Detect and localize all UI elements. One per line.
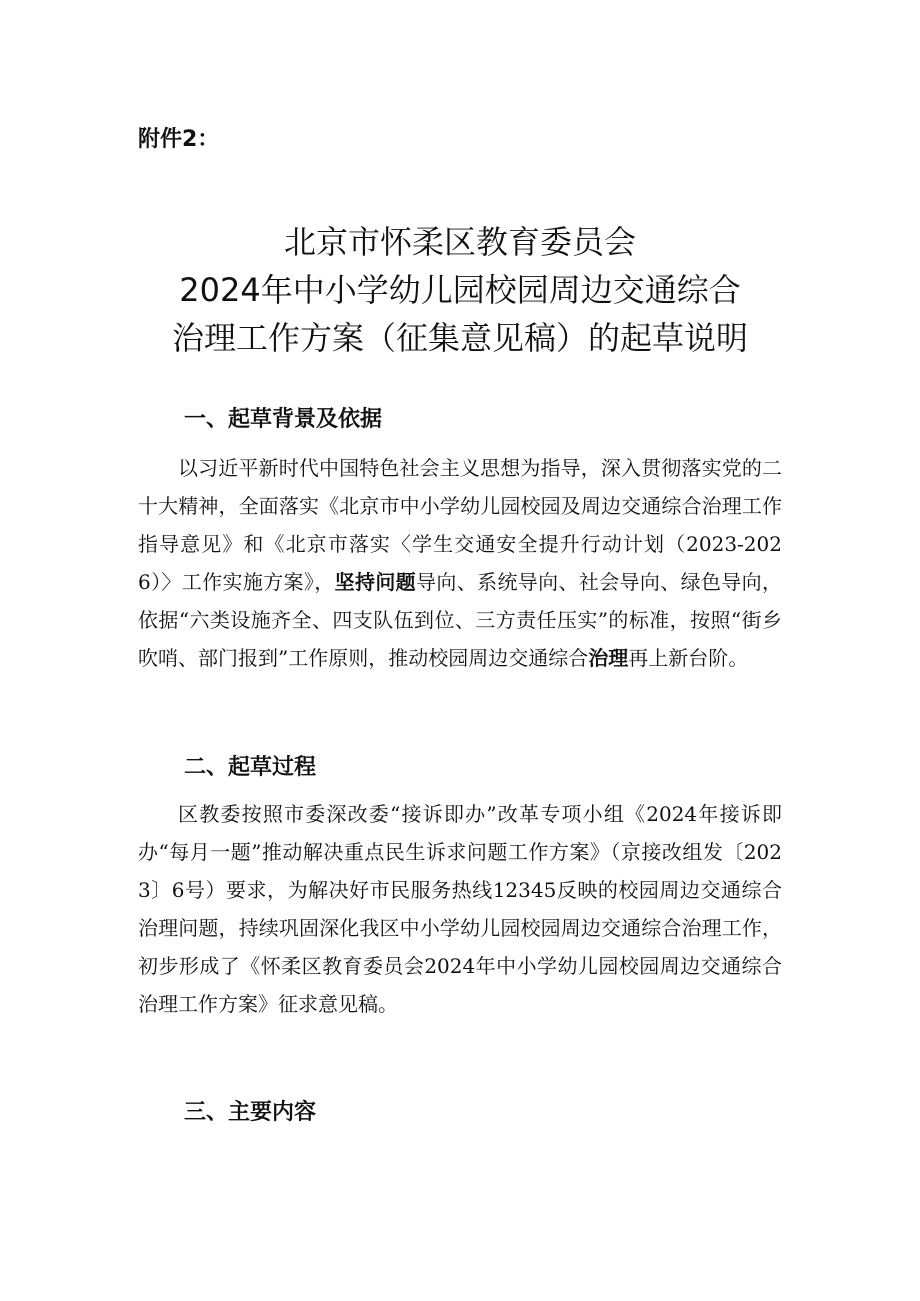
paragraph-text-part-3: 再上新台阶。 [628,646,749,670]
section-paragraph-process: 区教委按照市委深改委“接诉即办”改革专项小组《2024年接诉即办“每月一题”推动解决重点民生诉求问题工作方案》（京接改组发〔2023〕6号）要求，为解决好市民服务热线12345反映的校园周边交通综合治理问题，持续巩固深化我区中小学幼儿园校园周边交通综合治理工作，初步形成了《怀柔区教育委员会2024年中小学幼儿园校园周边交通综合治理工作方案》征求意见稿。 [138,802,782,1016]
paragraph-text-part-2: 导向、系统导向、社会导向、绿色导向，依据“六类设施齐全、四支队伍到位、三方责任压实”的标准，按照“街乡吹哨、部门报到”工作原则，推动校园周边交通综合 [138,570,783,670]
title-line-3: 治理工作方案（征集意见稿）的起草说明 [171,319,748,357]
title-line-1: 北京市怀柔区教育委员会 [283,223,636,261]
section-heading-background: 一、起草背景及依据 [184,407,383,432]
section-paragraph-background [138,449,782,761]
paragraph-bold-text-2: 治理 [588,646,629,670]
section-heading-process: 二、起草过程 [184,755,317,780]
title-line-2: 2024年中小学幼儿园校园周边交通综合 [179,271,741,309]
paragraph-bold-text-1: 坚持问题 [334,570,417,594]
paragraph-text-part-1: 以习近平新时代中国特色社会主义思想为指导，深入贯彻落实党的二十大精神，全面落实《北京市中小学幼儿园校园及周边交通综合治理工作指导意见》和《北京市落实〈学生交通安全提升行动计划（2023-2026）〉工作实施方案》， [138,456,782,594]
attachment-label: 附件2： [138,127,220,152]
section-heading-main-content: 三、主要内容 [184,1100,317,1125]
